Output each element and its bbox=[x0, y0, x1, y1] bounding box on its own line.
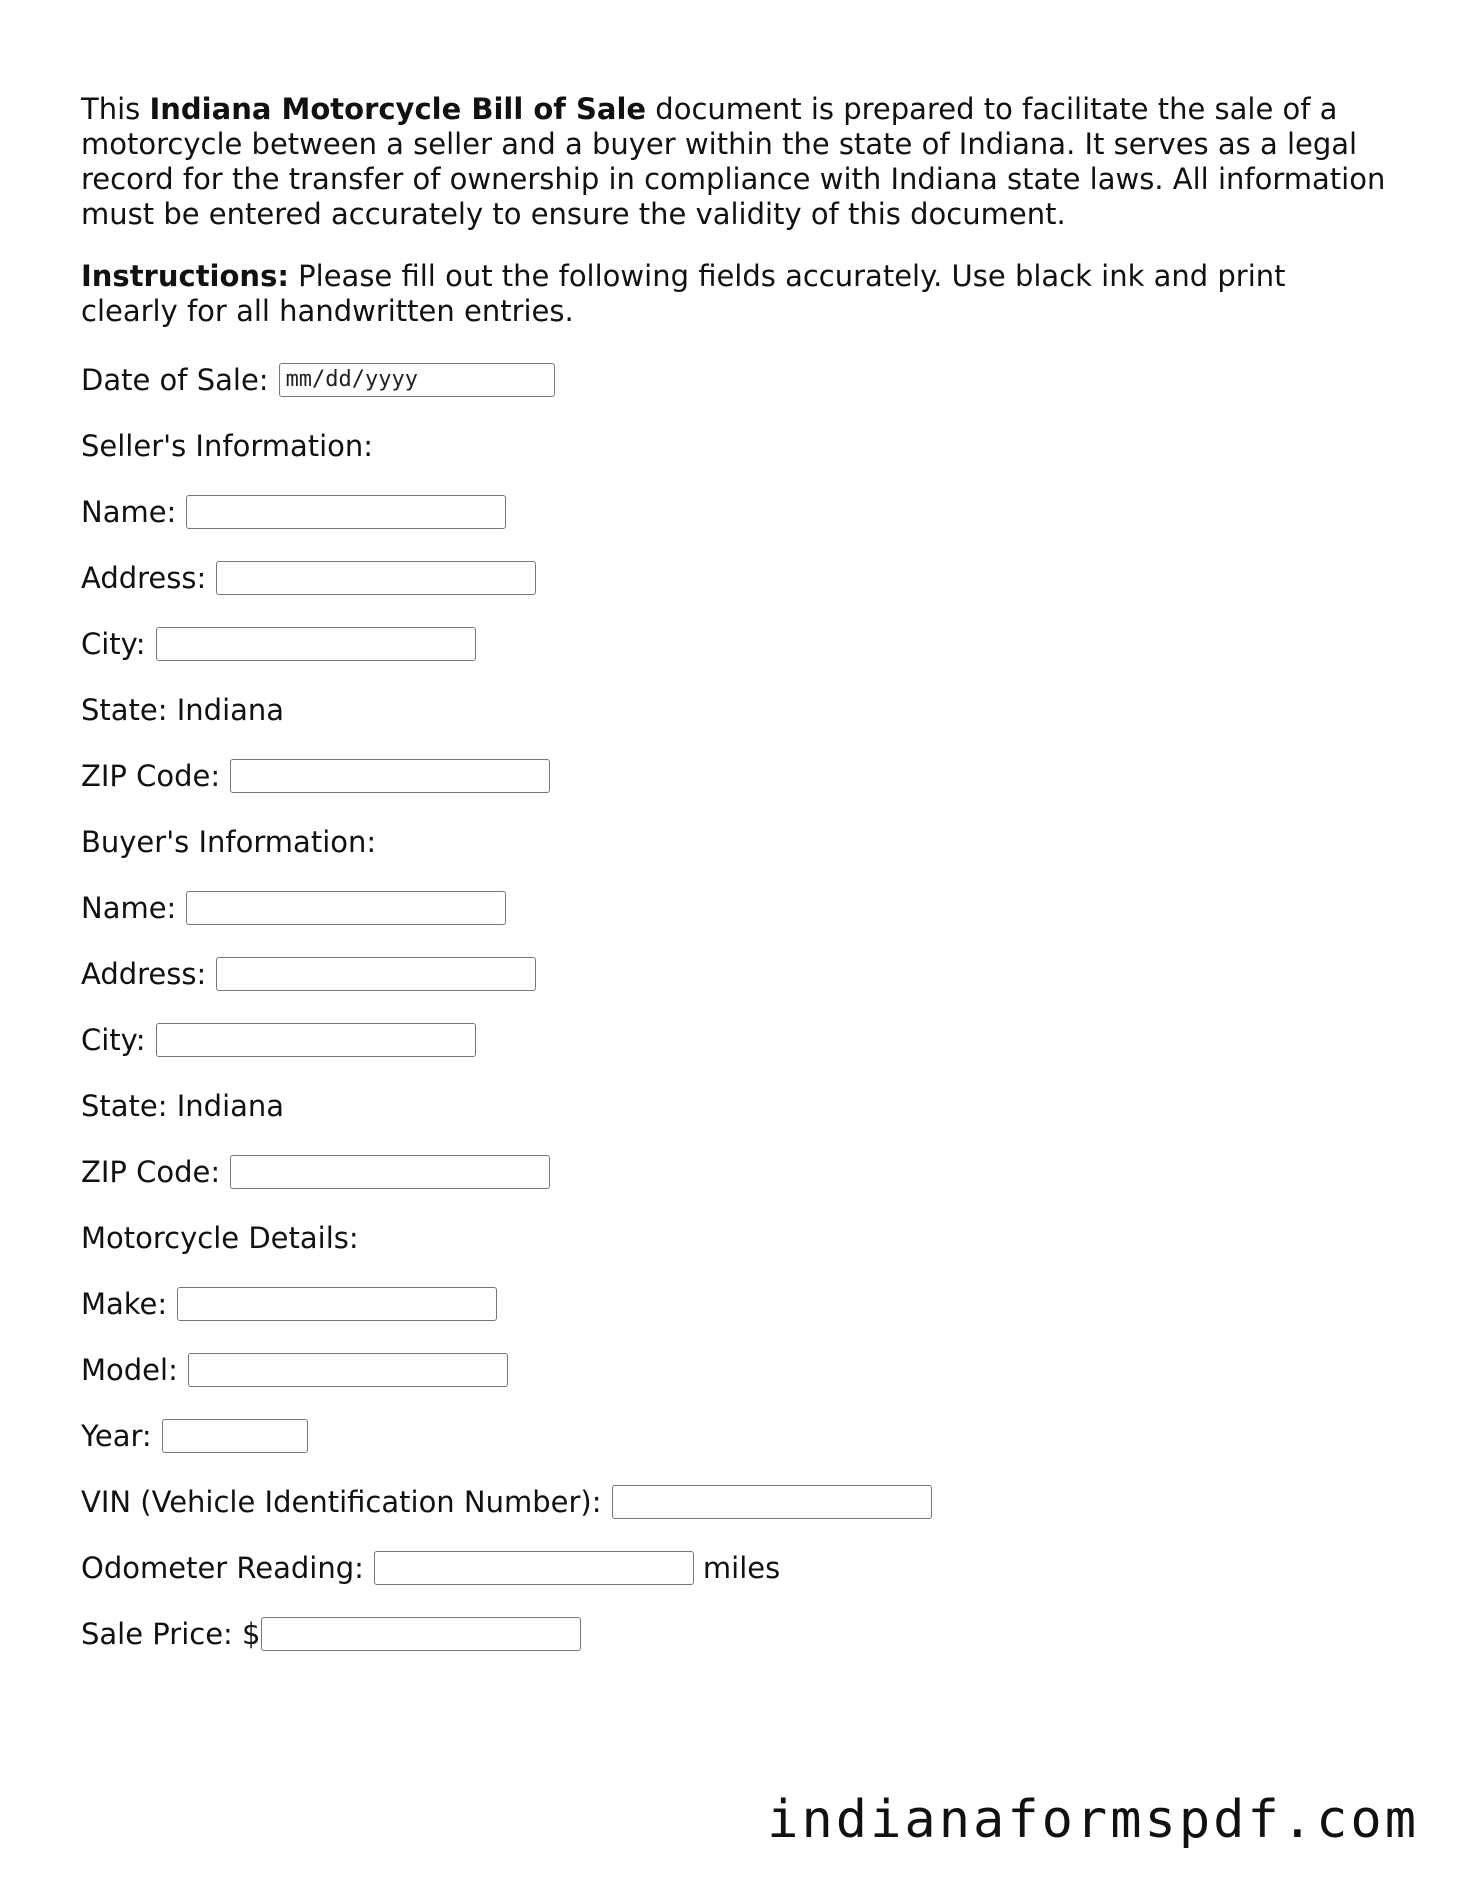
intro-body: document is prepared to facilitate the sale of a motorcycle between a seller and a buyer within the state of Indiana. It serves as a legal record for the transfer of ownership in compliance with Indiana state laws. All information must be entered accurately to ensure the validity of this document. bbox=[81, 92, 1386, 231]
year-label: Year: bbox=[81, 1418, 152, 1453]
seller-address-row bbox=[81, 556, 1391, 600]
buyer-city-input[interactable] bbox=[156, 1023, 476, 1057]
odometer-row bbox=[81, 1546, 1391, 1590]
model-input[interactable] bbox=[188, 1353, 508, 1387]
seller-city-label: City: bbox=[81, 626, 146, 661]
date-of-sale-label: Date of Sale: bbox=[81, 362, 269, 397]
bill-of-sale-form bbox=[81, 92, 1391, 1678]
sale-price-input[interactable] bbox=[261, 1617, 581, 1651]
vin-label: VIN (Vehicle Identification Number): bbox=[81, 1484, 602, 1519]
make-input[interactable] bbox=[177, 1287, 497, 1321]
buyer-state-row bbox=[81, 1084, 1391, 1128]
year-input[interactable] bbox=[162, 1419, 308, 1453]
instructions-paragraph bbox=[81, 259, 1391, 329]
buyer-name-input[interactable] bbox=[186, 891, 506, 925]
motorcycle-heading bbox=[81, 1216, 1391, 1260]
instructions-label: Instructions: bbox=[81, 259, 289, 293]
seller-zip-input[interactable] bbox=[230, 759, 550, 793]
vin-input[interactable] bbox=[612, 1485, 932, 1519]
vin-row bbox=[81, 1480, 1391, 1524]
buyer-name-label: Name: bbox=[81, 890, 177, 925]
seller-state-row bbox=[81, 688, 1391, 732]
motorcycle-heading-text: Motorcycle Details: bbox=[81, 1220, 359, 1255]
buyer-zip-input[interactable] bbox=[230, 1155, 550, 1189]
seller-name-input[interactable] bbox=[186, 495, 506, 529]
seller-name-row bbox=[81, 490, 1391, 534]
seller-state-text: State: Indiana bbox=[81, 692, 285, 727]
sale-price-row bbox=[81, 1612, 1391, 1656]
intro-lead: This bbox=[81, 92, 150, 126]
date-of-sale-input[interactable]: mm/dd/yyyy bbox=[279, 363, 555, 397]
year-row bbox=[81, 1414, 1391, 1458]
make-row bbox=[81, 1282, 1391, 1326]
model-row bbox=[81, 1348, 1391, 1392]
buyer-name-row bbox=[81, 886, 1391, 930]
site-watermark: indianaformspdf.com bbox=[767, 1790, 1419, 1850]
buyer-state-text: State: Indiana bbox=[81, 1088, 285, 1123]
seller-address-label: Address: bbox=[81, 560, 207, 595]
document-title: Indiana Motorcycle Bill of Sale bbox=[149, 92, 647, 126]
buyer-heading-text: Buyer's Information: bbox=[81, 824, 377, 859]
buyer-heading bbox=[81, 820, 1391, 864]
odometer-unit: miles bbox=[702, 1550, 781, 1585]
seller-zip-row bbox=[81, 754, 1391, 798]
seller-heading-text: Seller's Information: bbox=[81, 428, 374, 463]
seller-address-input[interactable] bbox=[216, 561, 536, 595]
seller-heading bbox=[81, 424, 1391, 468]
buyer-address-row bbox=[81, 952, 1391, 996]
buyer-address-input[interactable] bbox=[216, 957, 536, 991]
model-label: Model: bbox=[81, 1352, 178, 1387]
seller-city-row bbox=[81, 622, 1391, 666]
intro-paragraph bbox=[81, 92, 1391, 232]
seller-zip-label: ZIP Code: bbox=[81, 758, 221, 793]
seller-name-label: Name: bbox=[81, 494, 177, 529]
buyer-city-label: City: bbox=[81, 1022, 146, 1057]
odometer-label: Odometer Reading: bbox=[81, 1550, 364, 1585]
sale-price-label: Sale Price: $ bbox=[81, 1616, 261, 1651]
seller-city-input[interactable] bbox=[156, 627, 476, 661]
odometer-input[interactable] bbox=[374, 1551, 694, 1585]
buyer-city-row bbox=[81, 1018, 1391, 1062]
buyer-zip-label: ZIP Code: bbox=[81, 1154, 221, 1189]
make-label: Make: bbox=[81, 1286, 168, 1321]
instructions-text: Please fill out the following fields accurately. Use black ink and print clearly for all handwritten entries. bbox=[81, 259, 1286, 328]
buyer-zip-row bbox=[81, 1150, 1391, 1194]
buyer-address-label: Address: bbox=[81, 956, 207, 991]
date-of-sale-row bbox=[81, 358, 1391, 402]
